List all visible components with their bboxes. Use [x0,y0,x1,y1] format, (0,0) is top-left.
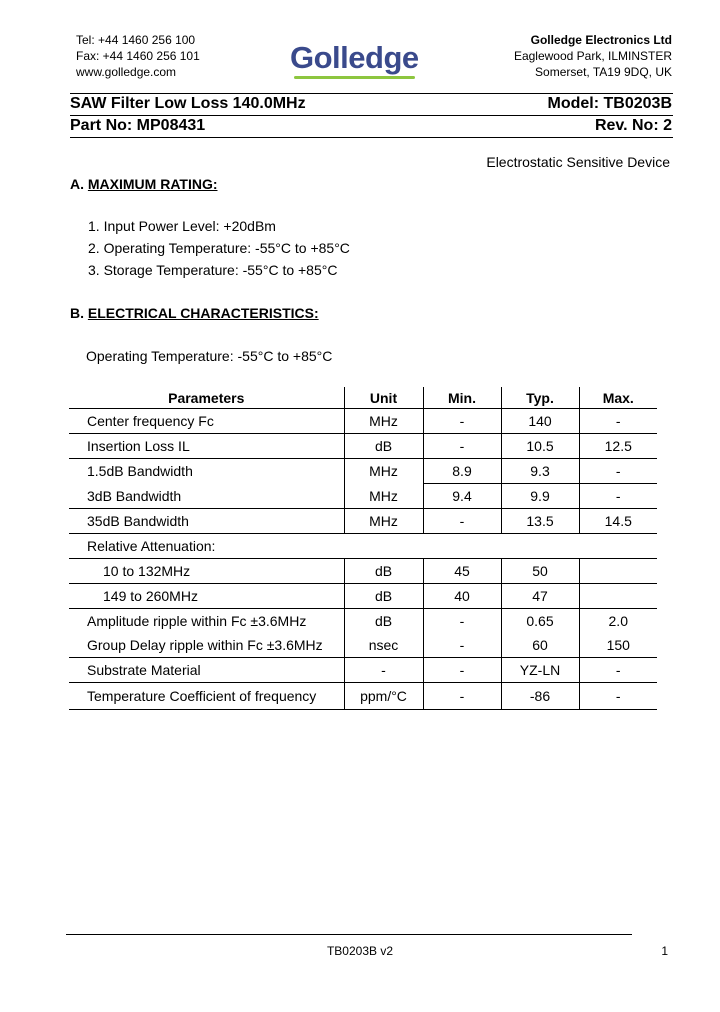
golledge-logo [290,40,419,76]
max-cell: - [579,409,657,434]
typ-cell: 9.9 [501,484,579,509]
typ-cell: YZ-LN [501,658,579,683]
param-cell: Insertion Loss IL [69,434,344,459]
param-cell: 3dB Bandwidth [69,484,344,509]
param-cell: 35dB Bandwidth [69,509,344,534]
max-cell: 12.5 [579,434,657,459]
unit-cell: MHz [344,509,423,534]
min-cell: 40 [423,584,501,609]
unit-cell: nsec [344,633,423,658]
typ-cell: 47 [501,584,579,609]
company-address [514,32,672,80]
param-cell: Center frequency Fc [69,409,344,434]
table-row [69,683,657,710]
min-cell: - [423,658,501,683]
unit-cell: dB [344,584,423,609]
table-row [69,409,657,434]
fax-number: Fax: +44 1460 256 101 [76,49,200,63]
table-row [69,609,657,634]
section-b-title: ELECTRICAL CHARACTERISTICS: [87,305,319,321]
typ-cell: 60 [501,633,579,658]
param-cell: Amplitude ripple within Fc ±3.6MHz [87,613,307,629]
typ-cell: 9.3 [501,459,579,484]
header-min: Min. [423,387,501,409]
param-cell: 1.5dB Bandwidth [87,463,193,480]
table-row [69,509,657,534]
typ-cell: 140 [501,409,579,434]
min-cell: - [423,509,501,534]
typ-cell: -86 [501,683,579,710]
param-cell: Temperature Coefficient of frequency [69,683,344,710]
header-max: Max. [579,387,657,409]
section-a-prefix: A. [70,176,88,192]
max-cell: - [579,459,657,484]
param-cell: 149 to 260MHz [69,584,344,609]
phone-number: Tel: +44 1460 256 100 [76,33,196,47]
typ-cell: 10.5 [501,434,579,459]
title-bottom-rule [70,137,673,138]
min-cell: 45 [423,559,501,584]
max-cell: - [579,683,657,710]
part-number: Part No: MP08431 [70,117,206,134]
unit-cell: MHz [344,459,423,484]
unit-cell: ppm/°C [344,683,423,710]
address-line-1: Eaglewood Park, ILMINSTER [513,49,672,63]
section-b-heading [70,305,319,321]
table-row [69,559,657,584]
page-number: 1 [661,944,668,958]
section-b-prefix: B. [70,305,88,321]
website-link[interactable]: www.golledge.com [76,65,177,79]
min-cell: - [423,434,501,459]
product-title: SAW Filter Low Loss 140.0MHz [70,95,306,112]
esd-notice: Electrostatic Sensitive Device [486,154,670,170]
revision-number: Rev. No: 2 [594,117,672,134]
min-cell: - [423,683,501,710]
electrical-characteristics-table [69,387,657,710]
company-name: Golledge Electronics Ltd [530,33,672,47]
logo-text: Golledge [290,40,419,75]
table-row [69,534,657,559]
min-cell: - [423,633,501,658]
table-row [69,484,657,509]
section-a-title: MAXIMUM RATING: [87,176,218,192]
footer-document-id: TB0203B v2 [326,944,394,958]
min-cell: 8.9 [423,459,501,484]
model-number: Model: TB0203B [547,95,672,112]
min-cell: - [423,409,501,434]
param-cell: 10 to 132MHz [69,559,344,584]
table-row [69,459,657,484]
operating-temperature: Operating Temperature: -55°C to +85°C [86,348,333,364]
logo-underline [294,76,415,79]
max-cell: - [579,484,657,509]
param-cell: Substrate Material [69,658,344,683]
max-rating-item: 1. Input Power Level: +20dBm [88,218,276,234]
typ-cell: 0.65 [501,609,579,634]
min-cell: - [423,609,501,634]
title-row-part [70,117,672,137]
unit-cell: dB [344,434,423,459]
footer-rule [66,934,632,935]
header-unit: Unit [344,387,423,409]
unit-cell: dB [344,559,423,584]
unit-cell: MHz [344,409,423,434]
table-row [69,434,657,459]
section-a-heading [70,176,218,192]
typ-cell: 13.5 [501,509,579,534]
header-typ: Typ. [501,387,579,409]
address-line-2: Somerset, TA19 9DQ, UK [535,65,672,79]
max-cell [579,559,657,584]
min-cell: 9.4 [423,484,501,509]
max-cell [579,584,657,609]
max-cell: 14.5 [579,509,657,534]
table-row [69,584,657,609]
title-mid-rule [70,115,673,116]
max-rating-item: 2. Operating Temperature: -55°C to +85°C [88,240,350,256]
max-cell: - [579,658,657,683]
title-top-rule [70,93,673,94]
max-cell: 150 [579,633,657,658]
header-parameters: Parameters [69,387,344,409]
unit-cell: MHz [344,484,423,509]
param-cell: Relative Attenuation: [69,534,657,559]
contact-info [76,32,200,80]
max-rating-item: 3. Storage Temperature: -55°C to +85°C [88,262,338,278]
max-cell: 2.0 [579,609,657,634]
title-row-product [70,95,672,115]
param-cell: Group Delay ripple within Fc ±3.6MHz [69,633,344,658]
table-row [69,658,657,683]
unit-cell: - [344,658,423,683]
table-row [69,633,657,658]
table-header-row [69,387,657,409]
unit-cell: dB [344,609,423,634]
typ-cell: 50 [501,559,579,584]
